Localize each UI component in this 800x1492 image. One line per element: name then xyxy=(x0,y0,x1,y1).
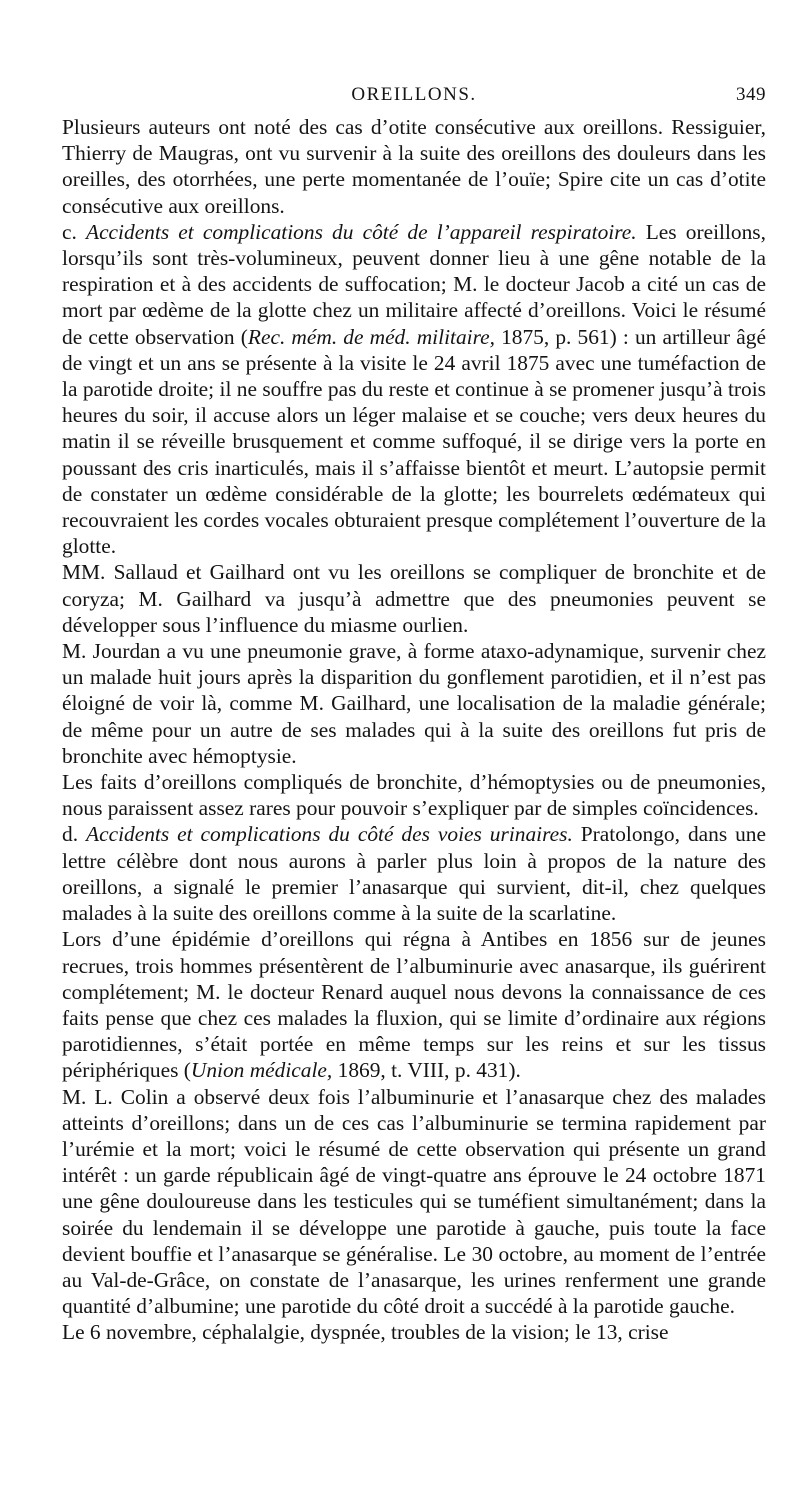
paragraph-respiratoire xyxy=(62,219,766,560)
paragraph-otite xyxy=(62,114,766,219)
section-heading: Accidents et complications du côté des voies urinaires. xyxy=(86,822,573,847)
paragraph-sallaud xyxy=(62,559,766,638)
text-run: 1875, p. 561) : un artilleur âgé de vingt et un ans se présente à la visite le 24 avril 1875 avec une tuméfaction de la parotide droite; il ne souffre pas du reste et continue à se promener jusqu’à trois heures du soir, il accuse alors un léger malaise et se couche; vers deux heures du matin il se réveille brusquement et comme suffoqué, il se dirige vers la porte en poussant des cris inarticulés, mais il s’affaisse bientôt et meurt. L’autopsie permit de constater un œdème considérable de la glotte; les bourrelets œdémateux qui recouvraient les cordes vocales obturaient presque complétement l’ouverture de la glotte. xyxy=(62,324,766,559)
paragraph-antibes xyxy=(62,926,766,1083)
paragraph-urinaires xyxy=(62,821,766,926)
paragraph-jourdan xyxy=(62,638,766,769)
section-letter: c. xyxy=(62,219,86,244)
book-page xyxy=(62,84,766,1346)
running-title: OREILLONS. xyxy=(351,84,477,105)
paragraph-faits xyxy=(62,769,766,821)
section-letter: d. xyxy=(62,822,87,847)
text-run: 1869, t. VIII, p. 431). xyxy=(332,1058,521,1083)
page-number: 349 xyxy=(736,84,766,105)
paragraph-colin xyxy=(62,1084,766,1320)
text-run: Lors d’une épidémie d’oreillons qui régna à Antibes en 1856 sur de jeunes recrues, trois hommes présentèrent de l’albuminurie avec anasarque, ils guérirent complétement; M. le docteur Renard auquel nous devons la connaissance de ces faits pense que chez ces malades la fluxion, qui se limite d’ordinaire aux régions parotidiennes, s’était portée en même temps sur les reins et sur les tissus périphériques ( xyxy=(62,927,766,1083)
citation-title: Rec. mém. de méd. militaire, xyxy=(247,324,495,349)
body-text xyxy=(62,114,766,1346)
text-run: Les faits d’oreillons compliqués de bronchite, d’hémoptysies ou de pneumonies, nous paraissent assez rares pour pouvoir s’expliquer par de simples coïncidences. xyxy=(62,770,766,821)
citation-title: Union médicale, xyxy=(190,1058,333,1083)
text-run: Le 6 novembre, céphalalgie, dyspnée, troubles de la vision; le 13, crise xyxy=(62,1320,669,1345)
section-heading: Accidents et complications du côté de l’appareil respiratoire. xyxy=(86,219,637,244)
text-run: Pratolongo, dans une lettre célèbre dont nous aurons à parler plus loin à propos de la nature des oreillons, a signalé le premier l’anasarque qui survient, dit-il, chez quelques malades à la suite des oreillons comme à la suite de la scarlatine. xyxy=(62,822,766,926)
text-run: Plusieurs auteurs ont noté des cas d’otite consécutive aux oreillons. Ressiguier, Thierry de Maugras, ont vu survenir à la suite des oreillons des douleurs dans les oreilles, des otorrhées, une perte momentanée de l’ouïe; Spire cite un cas d’otite consécutive aux oreillons. xyxy=(62,115,766,218)
text-run: MM. Sallaud et Gailhard ont vu les oreillons se compliquer de bronchite et de coryza; M. Gailhard va jusqu’à admettre que des pneumonies peuvent se développer sous l’influence du miasme ourlien. xyxy=(62,560,766,637)
text-run: M. L. Colin a observé deux fois l’albuminurie et l’anasarque chez des malades atteints d’oreillons; dans un de ces cas l’albuminurie se termina rapidement par l’urémie et la mort; voici le résumé de cette observation qui présente un grand intérêt : un garde républicain âgé de vingt-quatre ans éprouve le 24 octobre 1871 une gêne douloureuse dans les testicules qui se tuméfient simultanément; dans la soirée du lendemain il se développe une parotide à gauche, puis toute la face devient bouffie et l’anasarque se généralise. Le 30 octobre, au moment de l’entrée au Val-de-Grâce, on constate de l’anasarque, les urines renferment une grande quantité d’albumine; une parotide du côté droit a succédé à la parotide gauche. xyxy=(62,1084,766,1319)
running-header xyxy=(62,84,766,114)
text-run: M. Jourdan a vu une pneumonie grave, à forme ataxo-adynamique, survenir chez un malade huit jours après la disparition du gonflement parotidien, et il n’est pas éloigné de voir là, comme M. Gailhard, une localisation de la maladie générale; de même pour un autre de ses malades qui à la suite des oreillons fut pris de bronchite avec hémoptysie. xyxy=(62,639,766,768)
paragraph-novembre xyxy=(62,1319,766,1345)
text-run: Les oreillons, lorsqu’ils sont très-volumineux, peuvent donner lieu à une gêne notable de la respiration et à des accidents de suffocation; M. le docteur Jacob a cité un cas de mort par œdème de la glotte chez un militaire affecté d’oreillons. Voici le résumé de cette observation ( xyxy=(62,219,766,349)
